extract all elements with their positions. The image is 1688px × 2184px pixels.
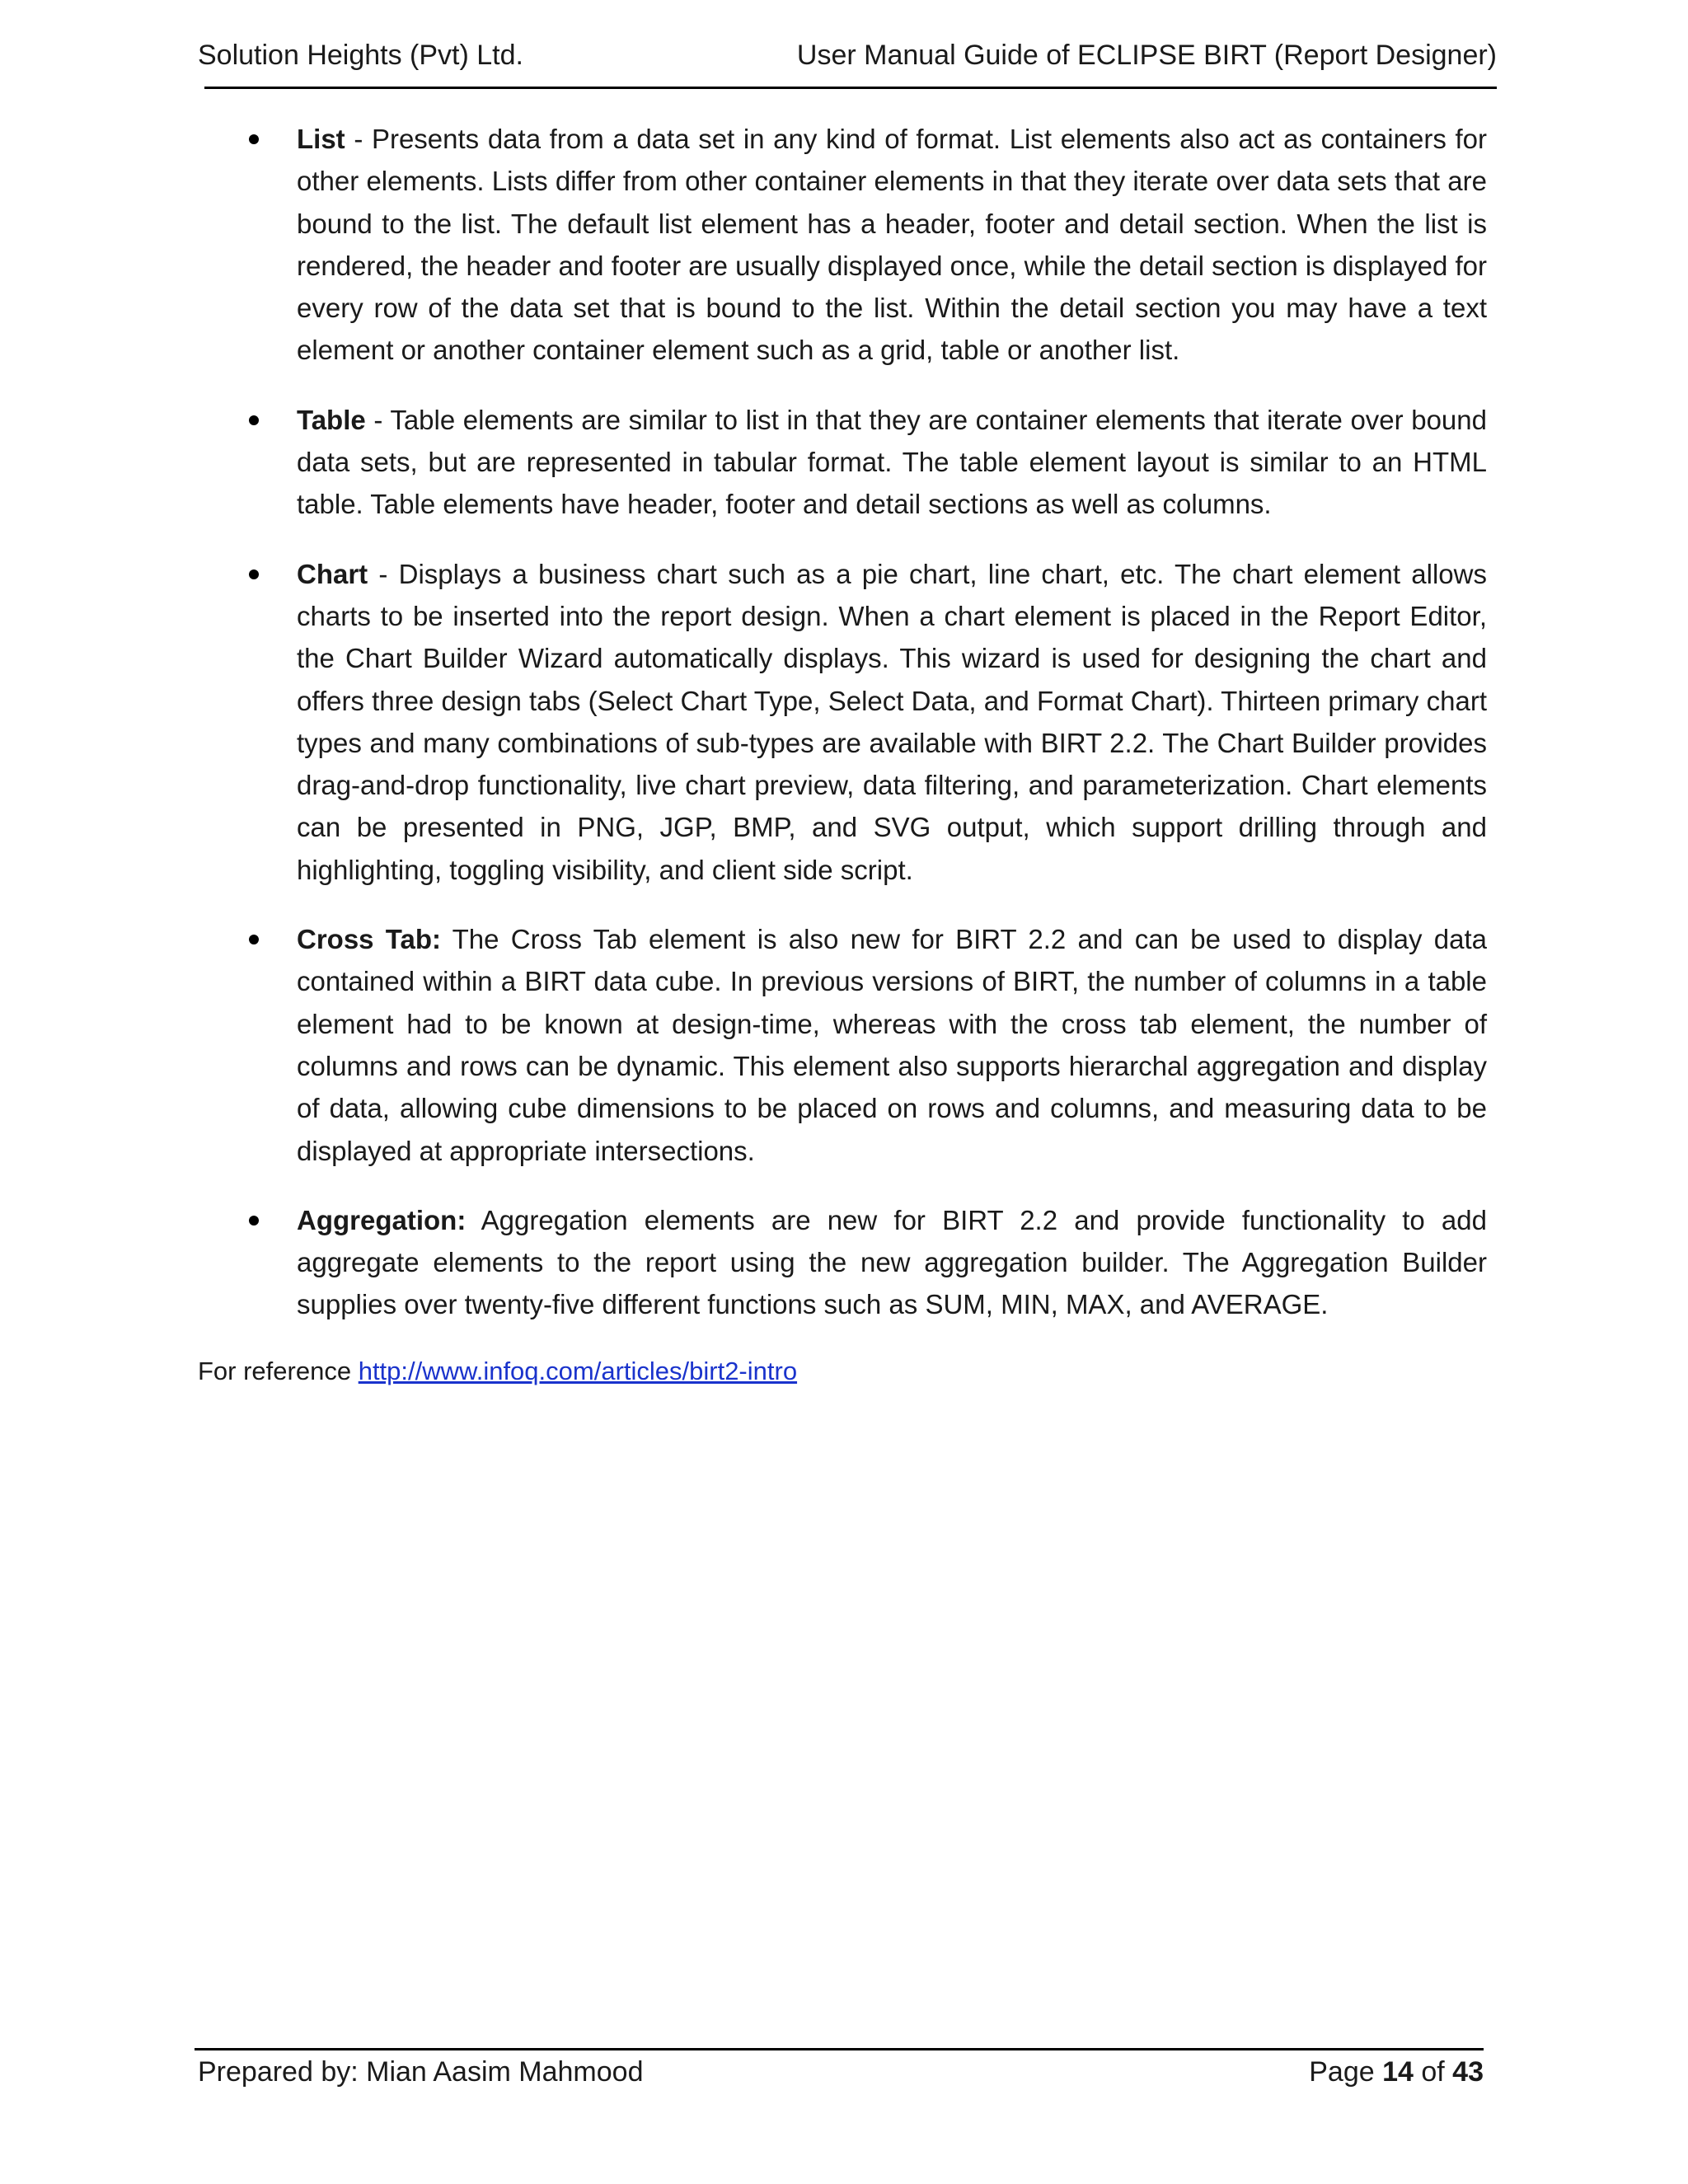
- page-word: Page: [1309, 2056, 1383, 2088]
- list-item-list: [198, 118, 1487, 372]
- item-description: The Cross Tab element is also new for BIRT 2.2 and can be used to display data contained within a BIRT data cube. In previous versions of BIRT, the number of columns in a table element had to be known at design-time, whereas with the cross tab element, the number of columns and rows can be dynamic. This element also supports hierarchal aggregation and display of data, allowing cube dimensions to be placed on rows and columns, and measuring data to be displayed at appropriate intersections.: [297, 924, 1487, 1166]
- reference-label: For reference: [198, 1356, 359, 1385]
- item-term: Chart: [297, 558, 368, 589]
- item-term: Cross Tab:: [297, 924, 441, 955]
- bullet-icon: [249, 935, 259, 944]
- footer-divider: [195, 2048, 1484, 2050]
- list-item-table: [198, 399, 1487, 526]
- page-current: 14: [1382, 2056, 1414, 2088]
- item-term: Aggregation:: [297, 1204, 467, 1235]
- page-footer: [198, 2056, 1484, 2097]
- item-description: - Table elements are similar to list in that they are container elements that iterate over bound data sets, but are represented in tabular format. The table element layout is similar to an HTML table. Table elements have header, footer and detail sections as well as columns.: [297, 404, 1487, 520]
- reference-line: [198, 1353, 1487, 1390]
- page-number: [1309, 2056, 1484, 2088]
- item-term: List: [297, 124, 345, 154]
- bullet-icon: [249, 415, 259, 425]
- bullet-icon: [249, 1216, 259, 1226]
- item-description: - Displays a business chart such as a pie chart, line chart, etc. The chart element allows charts to be inserted into the report design. When a chart element is placed in the Report Editor, the Chart Builder Wizard automatically displays. This wizard is used for designing the chart and offers three design tabs (Select Chart Type, Select Data, and Format Chart). Thirteen primary chart types and many combinations of sub-types are available with BIRT 2.2. The Chart Builder provides drag-and-drop functionality, live chart preview, data filtering, and parameterization. Chart elements can be presented in PNG, JGP, BMP, and SVG output, which support drilling through and highlighting, toggling visibility, and client side script.: [297, 558, 1487, 885]
- page-header: [198, 40, 1497, 89]
- bullet-icon: [249, 569, 259, 579]
- list-item-cross-tab: [198, 918, 1487, 1172]
- element-list: [198, 118, 1487, 1326]
- page-content: [198, 118, 1487, 1390]
- list-item-chart: [198, 553, 1487, 891]
- item-description: - Presents data from a data set in any kind of format. List elements also act as containers for other elements. Lists differ from other container elements in that they iterate over data sets that are bound to the list. The default list element has a header, footer and detail section. When the list is rendered, the header and footer are usually displayed once, while the detail section is displayed for every row of the data set that is bound to the list. Within the detail section you may have a text element or another container element such as a grid, table or another list.: [297, 124, 1487, 366]
- prepared-by: Prepared by: Mian Aasim Mahmood: [198, 2056, 644, 2088]
- item-term: Table: [297, 404, 366, 435]
- of-word: of: [1413, 2056, 1453, 2088]
- item-description: Aggregation elements are new for BIRT 2.2 and provide functionality to add aggregate elements to the report using the new aggregation builder. The Aggregation Builder supplies over twenty-five different functions such as SUM, MIN, MAX, and AVERAGE.: [297, 1204, 1487, 1320]
- bullet-icon: [249, 134, 259, 144]
- reference-link[interactable]: http://www.infoq.com/articles/birt2-intro: [358, 1356, 798, 1385]
- page-total: 43: [1452, 2056, 1484, 2088]
- company-name: Solution Heights (Pvt) Ltd.: [198, 40, 523, 71]
- header-divider: [204, 87, 1497, 89]
- document-title: User Manual Guide of ECLIPSE BIRT (Report Designer): [796, 40, 1497, 71]
- list-item-aggregation: [198, 1199, 1487, 1326]
